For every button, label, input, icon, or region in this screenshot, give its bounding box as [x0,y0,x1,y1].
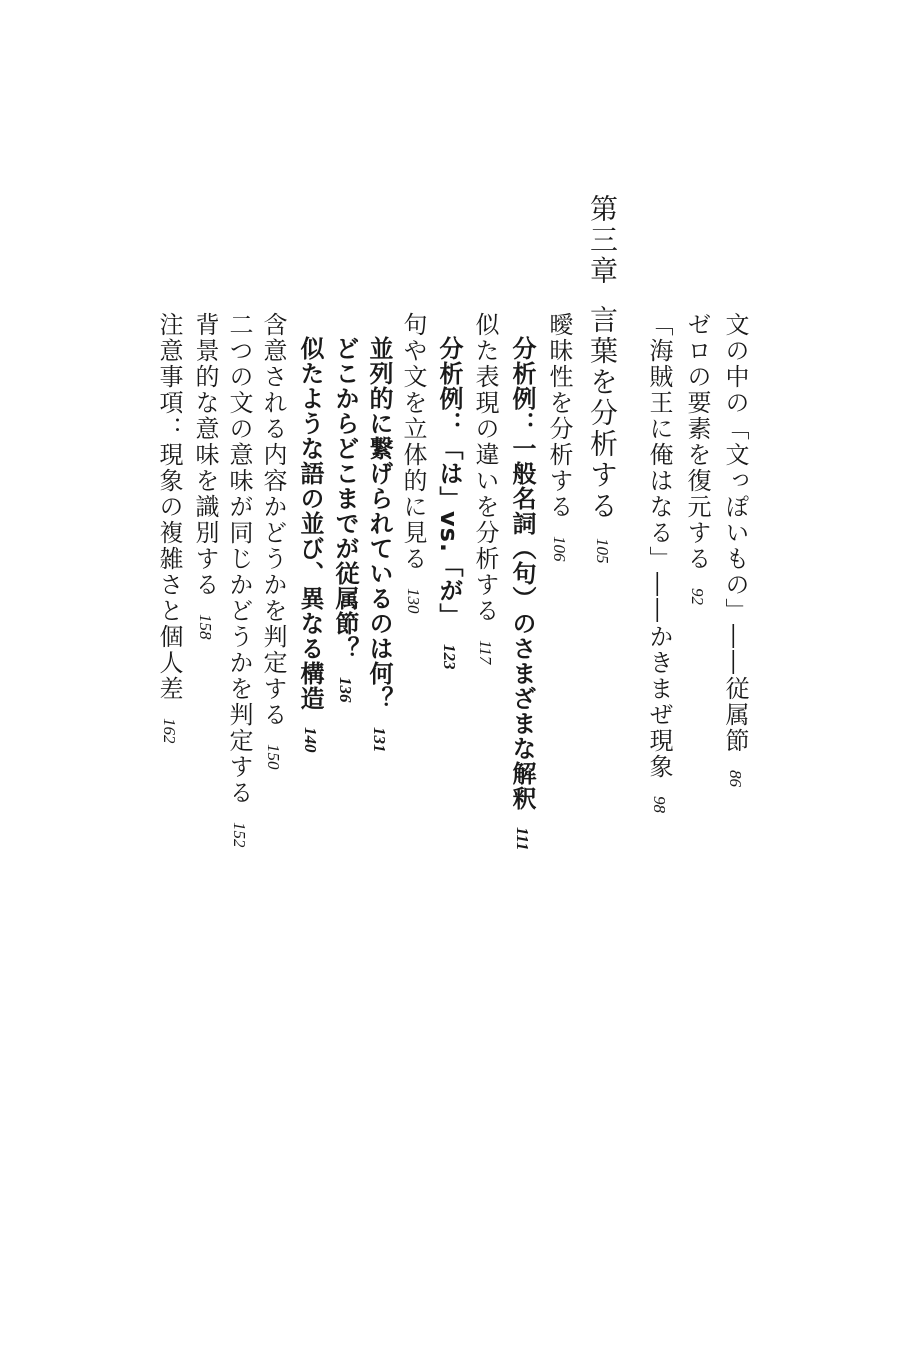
toc-entry-page: 130 [404,588,423,614]
toc-entry-page: 158 [196,614,215,640]
chapter-page: 105 [593,538,612,564]
toc-entry[interactable] [468,312,502,664]
toc-entry[interactable] [542,312,576,562]
toc-entry[interactable] [328,336,362,703]
toc-entry-page: 117 [476,640,495,665]
toc-entry-page: 140 [301,727,320,753]
toc-entry-title: 分析例：一般名詞（句）のさまざまな解釈 [508,336,536,811]
toc-entry-page: 152 [230,822,249,848]
toc-entry-title: 曖昧性を分析する [545,312,573,520]
toc-entry-page: 123 [440,644,459,670]
toc-entry-title: 似た表現の違いを分析する [471,312,499,624]
toc-entry-title: 二つの文の意味が同じかどうかを判定する [225,312,253,806]
toc-entry[interactable] [642,312,676,813]
toc-entry-title: 「海賊王に俺はなる」――かきまぜ現象 [645,312,673,780]
toc-entry[interactable] [396,312,430,614]
toc-entry-page: 98 [650,796,669,813]
toc-entry-title: 文の中の「文っぽいもの」――従属節 [721,312,749,754]
toc-entry-page: 162 [160,718,179,744]
toc-entry-title: 背景的な意味を識別する [191,312,219,598]
toc-entry[interactable] [188,312,222,640]
chapter-number: 第三章 [586,194,619,287]
toc-entry-title: 似たような語の並び、異なる構造 [296,336,324,711]
toc-entry[interactable] [256,312,290,770]
toc-entry[interactable] [152,312,186,744]
toc-entry-title: 注意事項：現象の複雑さと個人差 [155,312,183,702]
toc-entry-title: 句や文を立体的に見る [399,312,427,572]
toc-entry-page: 150 [264,744,283,770]
toc-entry[interactable] [362,336,396,753]
toc-entry[interactable] [432,336,466,670]
toc-entry-page: 131 [370,727,389,753]
toc-entry[interactable] [222,312,256,848]
toc-entry-page: 86 [726,770,745,787]
toc-entry[interactable] [505,336,539,851]
toc-entry[interactable] [718,312,752,787]
toc-entry-page: 111 [513,827,532,851]
toc-entry-title: ゼロの要素を復元する [683,312,711,572]
toc-entry-page: 92 [688,588,707,605]
toc-entry-title: どこからどこまでが従属節？ [331,336,359,661]
toc-entry-page: 106 [550,536,569,562]
toc-entry[interactable] [680,312,714,605]
toc-entry-title: 分析例：「は」vs.「が」 [435,336,463,629]
toc-entry-title: 並列的に繋げられているのは何？ [365,336,393,711]
toc-entry[interactable] [293,336,327,753]
chapter-heading[interactable] [582,194,622,564]
toc-entry-title: 含意される内容かどうかを判定する [259,312,287,728]
toc-entry-page: 136 [336,677,355,703]
chapter-title: 言葉を分析する [586,305,619,522]
